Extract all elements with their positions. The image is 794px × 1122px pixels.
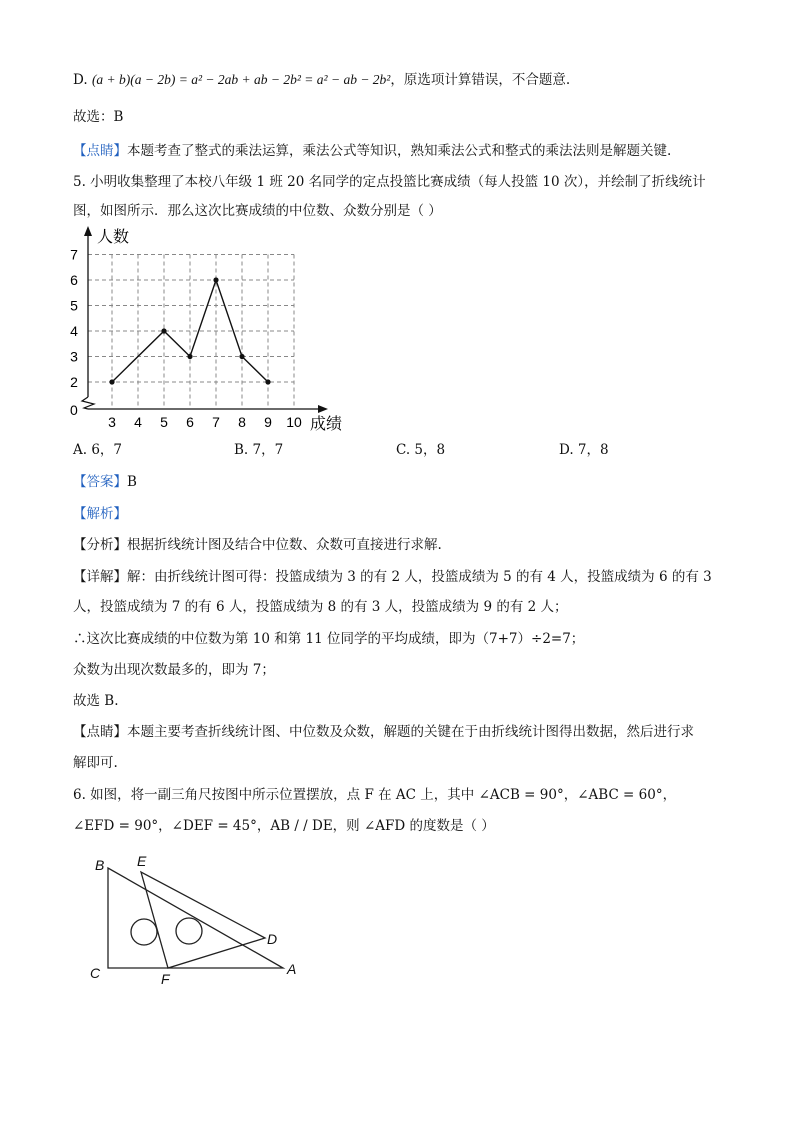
q5-analysis-tag: 【解析】: [73, 506, 127, 522]
data-point: [161, 328, 166, 333]
x-tick-label: 4: [134, 414, 142, 430]
q6-stem-line1: 6. 如图，将一副三角尺按图中所示位置摆放，点 F 在 AC 上，其中 ∠ACB = 90°，∠ABC = 60°，: [73, 787, 677, 803]
x-tick-label: 9: [264, 414, 272, 430]
data-point: [265, 379, 270, 384]
y-tick-label: 4: [70, 323, 78, 339]
point-b-label: B: [95, 857, 105, 873]
point-f-label: F: [161, 971, 170, 987]
data-point: [213, 277, 218, 282]
chart-y-label: 人数: [97, 229, 130, 246]
chart-grid: [88, 255, 294, 410]
q5-detail-line3: ∴这次比赛成绩的中位数为第 10 和第 11 位同学的平均成绩，即为（7+7）÷2=7；: [73, 631, 585, 647]
y-tick-label: 3: [70, 348, 78, 365]
data-point: [187, 354, 192, 359]
q6-stem-line2: ∠EFD = 90°，∠DEF = 45°，AB / / DE，则 ∠AFD 的度数是（ ）: [73, 818, 495, 834]
q5-option-b: B. 7，7: [234, 442, 284, 458]
q5-comment-line1: 【点睛】本题主要考查折线统计图、中位数及众数，解题的关键在于由折线统计图得出数据，然后进行求: [73, 724, 694, 740]
y-axis-arrow: [84, 226, 92, 236]
point-c-label: C: [90, 965, 101, 981]
q4-choose: 故选：B: [73, 109, 124, 125]
y-tick-label: 7: [70, 246, 78, 263]
x-tick-label: 7: [212, 414, 220, 430]
q5-analyze: 【分析】根据折线统计图及结合中位数、众数可直接进行求解.: [73, 537, 442, 553]
q5-answer: 【答案】B: [73, 474, 137, 490]
data-point: [239, 354, 244, 359]
point-d-label: D: [267, 931, 278, 947]
q5-comment-line2: 解即可.: [73, 755, 118, 771]
q5-option-d: D. 7，8: [559, 442, 609, 458]
chart-origin-label: 0: [70, 402, 78, 418]
q5-detail-line4: 众数为出现次数最多的，即为 7；: [73, 662, 275, 678]
y-tick-label: 6: [70, 272, 78, 288]
q5-detail-line2: 人，投篮成绩为 7 的有 6 人，投篮成绩为 8 的有 3 人，投篮成绩为 9 的有 2 人；: [73, 599, 568, 615]
x-axis-arrow: [318, 405, 328, 413]
q4-comment: 【点睛】本题考查了整式的乘法运算，乘法公式等知识，熟知乘法公式和整式的乘法法则是解题关键.: [73, 143, 672, 159]
comment-tag: 【点睛】: [73, 143, 127, 159]
q5-choose: 故选 B.: [73, 693, 119, 709]
hole-left: [131, 919, 157, 945]
triangle-edf: [141, 872, 265, 968]
x-tick-label: 8: [238, 414, 246, 430]
q5-stem-line1: 5. 小明收集整理了本校八年级 1 班 20 名同学的定点投篮比赛成绩（每人投篮 10 次），并绘制了折线统计: [73, 174, 706, 190]
data-point: [109, 379, 114, 384]
point-a-label: A: [287, 961, 297, 977]
triangle-abc: [108, 868, 283, 968]
q4-option-d-formula: (a + b)(a − 2b) = a² − 2ab + ab − 2b² = a² − ab − 2b²: [91, 72, 391, 87]
axis-break-mark: [82, 397, 94, 409]
chart-ticks: [70, 247, 302, 431]
point-e-label: E: [137, 853, 147, 869]
y-tick-label: 5: [70, 297, 78, 314]
chart-x-label: 成绩: [310, 416, 343, 433]
x-tick-label: 6: [186, 414, 194, 430]
hole-right: [176, 918, 202, 944]
q6-triangle-diagram: [85, 850, 305, 990]
x-tick-label: 5: [160, 414, 168, 430]
q5-option-c: C. 5，8: [396, 442, 446, 458]
y-tick-label: 2: [70, 374, 78, 390]
x-tick-label: 10: [286, 414, 302, 430]
q5-line-chart: [60, 222, 360, 437]
q5-stem-line2: 图，如图所示．那么这次比赛成绩的中位数、众数分别是（ ）: [73, 203, 442, 219]
answer-tag: 【答案】: [73, 474, 127, 490]
q5-detail-line1: 【详解】解：由折线统计图可得：投篮成绩为 3 的有 2 人，投篮成绩为 5 的有 4 人，投篮成绩为 6 的有 3: [73, 569, 712, 585]
q4-option-d: D. (a + b)(a − 2b) = a² − 2ab + ab − 2b² = a² − ab − 2b²，原选项计算错误，不合题意.: [73, 72, 571, 88]
x-tick-label: 3: [108, 414, 116, 430]
q5-option-a: A. 6，7: [73, 442, 123, 458]
